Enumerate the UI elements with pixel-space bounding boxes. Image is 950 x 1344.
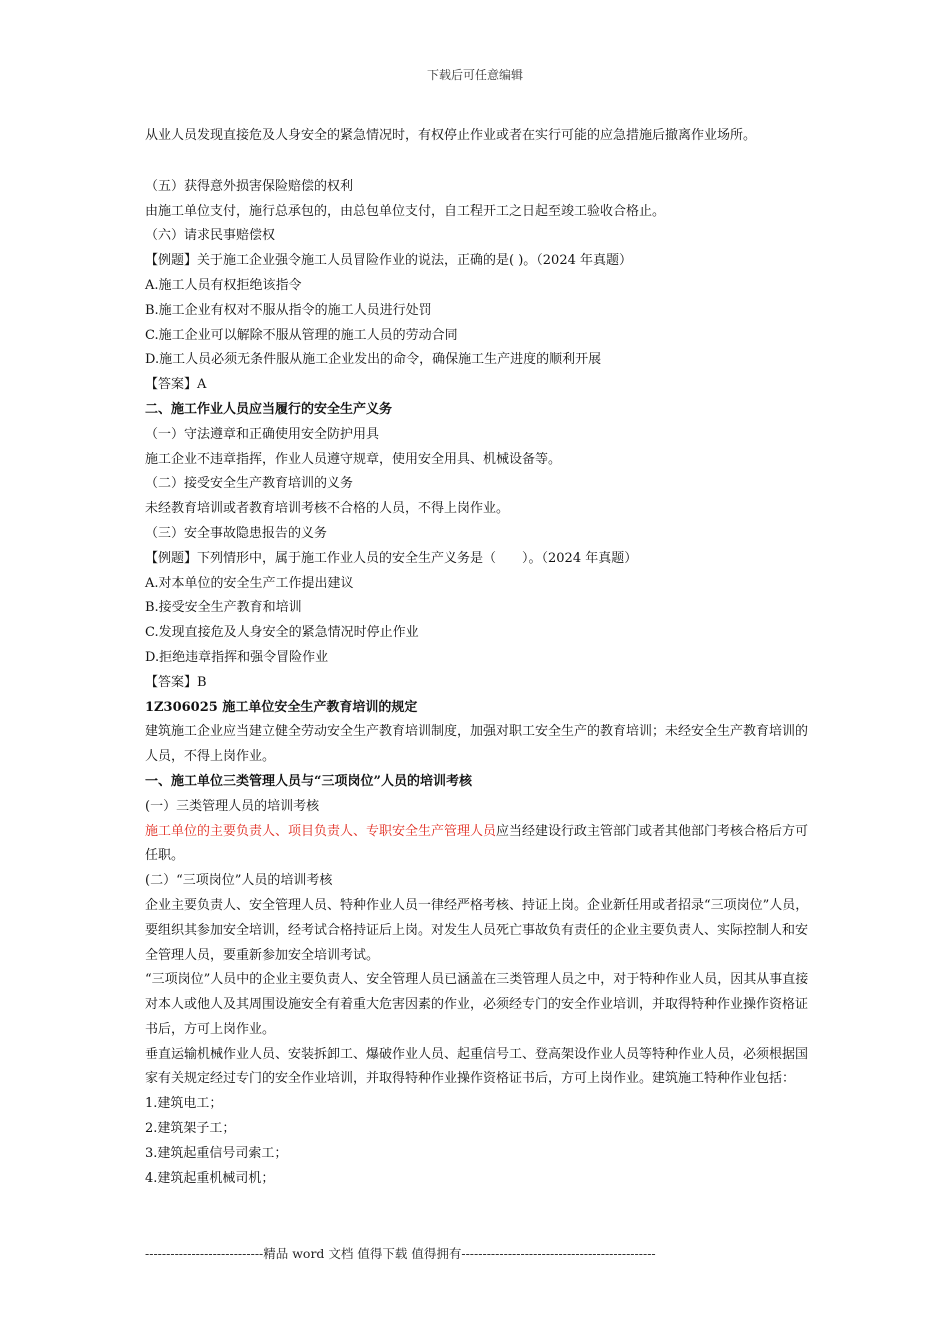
subheading: （六）请求民事赔偿权 [145, 228, 276, 244]
option-c: C.施工企业可以解除不服从管理的施工人员的劳动合同 [145, 327, 458, 343]
option-d: D.施工人员必须无条件服从施工企业发出的命令，确保施工生产进度的顺利开展 [145, 352, 602, 368]
section-heading: 一、施工单位三类管理人员与“三项岗位”人员的培训考核 [145, 773, 472, 789]
option-d: D.拒绝违章指挥和强令冒险作业 [145, 649, 329, 665]
paragraph: 垂直运输机械作业人员、安装拆卸工、爆破作业人员、起重信号工、登高架设作业人员等特种作业人员，必须根据国家有关规定经过专门的安全作业培训，并取得特种作业操作资格证书后，方可上岗作业。建筑施工特种作业包括： [145, 1046, 809, 1087]
document-body [145, 124, 813, 1191]
option-a: A.施工人员有权拒绝该指令 [145, 277, 302, 293]
list-item: 2.建筑架子工； [145, 1121, 236, 1137]
option-b: B.施工企业有权对不服从指令的施工人员进行处罚 [145, 302, 432, 318]
section-heading: 1Z306025 施工单位安全生产教育培训的规定 [145, 699, 418, 715]
paragraph: 建筑施工企业应当建立健全劳动安全生产教育培训制度，加强对职工安全生产的教育培训；未经安全生产教育培训的人员，不得上岗作业。 [145, 724, 809, 765]
paragraph: 从业人员发现直接危及人身安全的紧急情况时，有权停止作业或者在实行可能的应急措施后撤离作业场所。 [145, 128, 757, 143]
subheading: （五）获得意外损害保险赔偿的权利 [145, 178, 354, 194]
paragraph [145, 820, 813, 870]
page-header: 下载后可任意编辑 [426, 68, 523, 82]
subheading: （三）安全事故隐患报告的义务 [145, 525, 328, 541]
paragraph-text: 应当经建设行政主管部门或者其他部门考核合格后方可任职。 [145, 823, 809, 864]
paragraph: 由施工单位支付，施行总承包的，由总包单位支付，自工程开工之日起至竣工验收合格止。 [145, 203, 666, 219]
paragraph: 未经教育培训或者教育培训考核不合格的人员，不得上岗作业。 [145, 501, 510, 517]
list-item: 4.建筑起重机械司机； [145, 1170, 275, 1186]
highlighted-text: 施工单位的主要负责人、项目负责人、专职安全生产管理人员 [145, 823, 497, 839]
paragraph: 施工企业不违章指挥，作业人员遵守规章，使用安全用具、机械设备等。 [145, 451, 562, 467]
example-question: 【例题】下列情形中，属于施工作业人员的安全生产义务是（ ）。（2024 年真题） [145, 550, 638, 566]
subheading: (二）“三项岗位”人员的培训考核 [145, 873, 333, 889]
option-b: B.接受安全生产教育和培训 [145, 600, 302, 616]
answer: 【答案】A [145, 377, 207, 393]
subheading: (一）三类管理人员的培训考核 [145, 798, 320, 814]
option-c: C.发现直接危及人身安全的紧急情况时停止作业 [145, 625, 419, 641]
paragraph: 企业主要负责人、安全管理人员、特种作业人员一律经严格考核、持证上岗。企业新任用或者招录“三项岗位”人员，要组织其参加安全培训，经考试合格持证后上岗。对发生人员死亡事故负有责任的企业主要负责人、实际控制人和安全管理人员，要重新参加安全培训考试。 [145, 897, 809, 963]
list-item: 1.建筑电工； [145, 1096, 223, 1112]
list-item: 3.建筑起重信号司索工； [145, 1145, 288, 1161]
paragraph-gap [145, 149, 813, 175]
option-a: A.对本单位的安全生产工作提出建议 [145, 575, 354, 591]
example-question: 【例题】关于施工企业强令施工人员冒险作业的说法，正确的是( )。（2024 年真题） [145, 253, 632, 269]
subheading: （二）接受安全生产教育培训的义务 [145, 476, 354, 492]
subheading: （一）守法遵章和正确使用安全防护用具 [145, 426, 380, 442]
paragraph: “三项岗位”人员中的企业主要负责人、安全管理人员已涵盖在三类管理人员之中，对于特种作业人员，因其从事直接对本人或他人及其周围设施安全有着重大危害因素的作业，必须经专门的安全作业培训，并取得特种作业操作资格证书后，方可上岗作业。 [145, 972, 809, 1037]
page-footer: ----------------------------精品 word 文档 值得下载 值得拥有---------------------------------------------- [145, 1246, 656, 1261]
answer: 【答案】B [145, 674, 207, 690]
section-heading: 二、施工作业人员应当履行的安全生产义务 [145, 401, 393, 417]
